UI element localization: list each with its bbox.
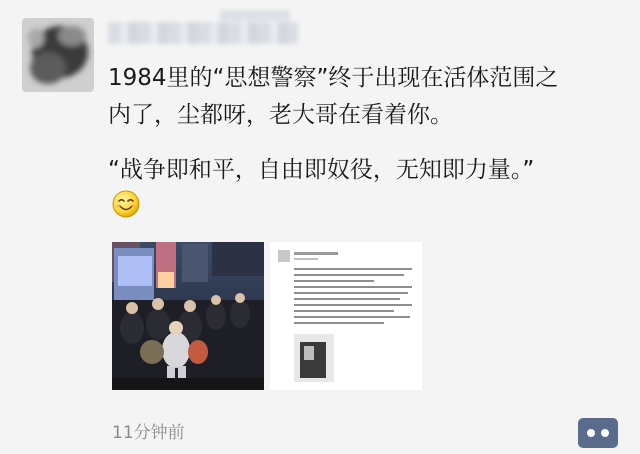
blurred-username[interactable] [108, 22, 298, 44]
post-line: 内了，尘都呀，老大哥在看着你。 [108, 102, 453, 128]
post-quote: “战争即和平，自由即奴役，无知即力量。” [108, 157, 535, 183]
post-timestamp: 11分钟前 [112, 423, 185, 443]
screenshot-thumbnail-chat[interactable] [270, 242, 422, 390]
post-line: 1984里的“思想警察”终于出现在活体范围之 [108, 65, 559, 91]
blurred-name-fragment [220, 10, 290, 22]
smiling-face-icon [112, 190, 140, 218]
post-body [108, 60, 628, 189]
comment-icon [587, 429, 595, 437]
comment-icon-dot [601, 429, 609, 437]
avatar[interactable] [22, 18, 94, 92]
photo-thumbnail-crowd[interactable] [112, 242, 264, 390]
comment-button[interactable] [578, 418, 618, 448]
